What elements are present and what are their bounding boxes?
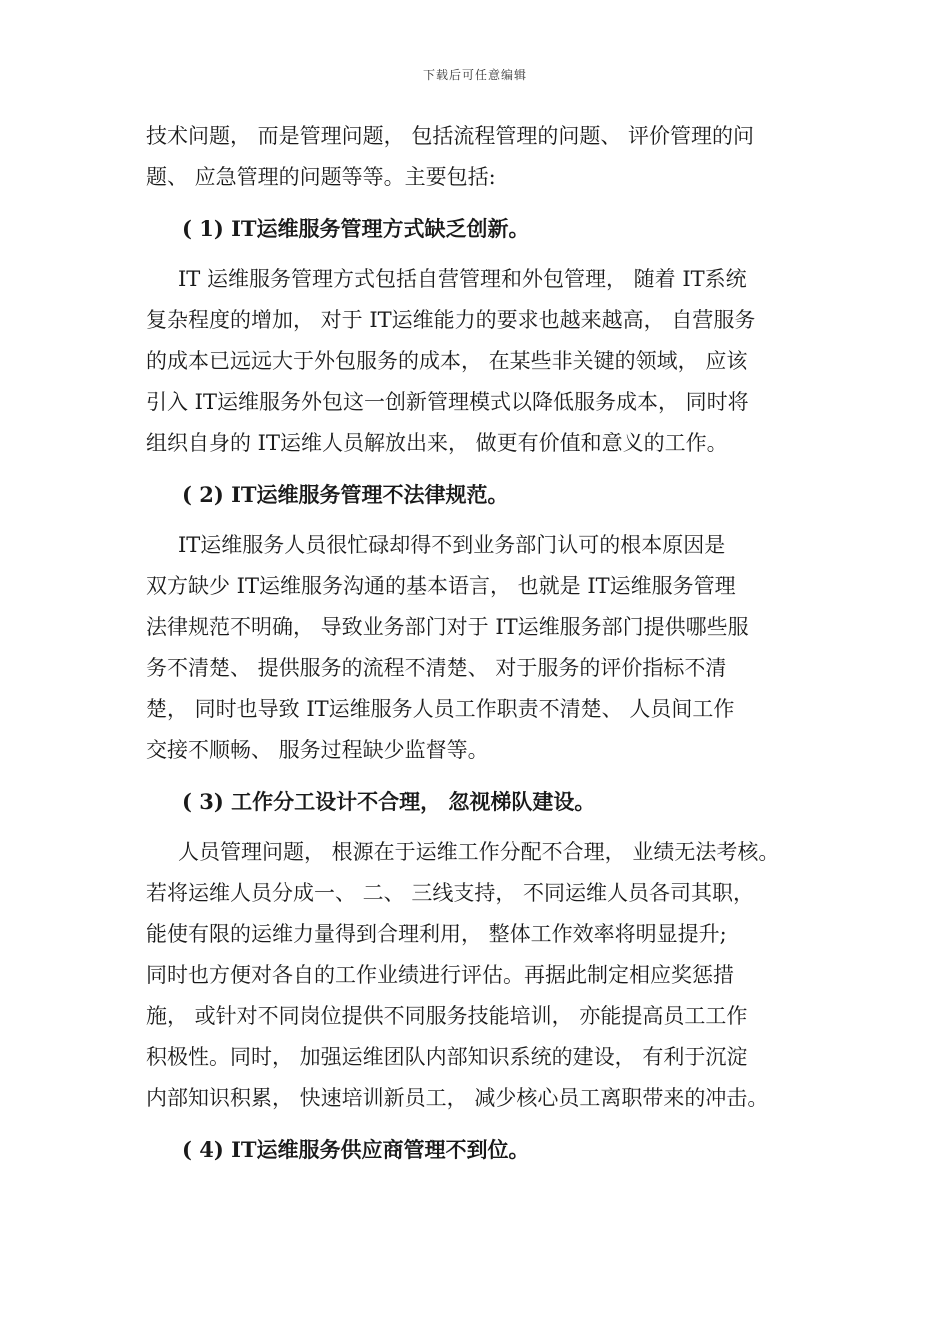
text-line: 法律规范不明确， 导致业务部门对于 IT运维服务部门提供哪些服 — [146, 615, 749, 639]
text-line: 楚， 同时也导致 IT运维服务人员工作职责不清楚、 人员间工作 — [146, 697, 735, 721]
text-line: 能使有限的运维力量得到合理利用， 整体工作效率将明显提升; — [146, 922, 727, 946]
text-line: 引入 IT运维服务外包这一创新管理模式以降低服务成本， 同时将 — [146, 390, 749, 414]
text-line: 组织自身的 IT运维人员解放出来， 做更有价值和意义的工作。 — [146, 431, 728, 455]
paragraph-1 — [146, 259, 826, 464]
page-header: 下载后可任意编辑 — [422, 68, 527, 82]
text-line: 技术问题， 而是管理问题， 包括流程管理的问题、 评价管理的问 — [146, 124, 755, 148]
text-line: IT运维服务人员很忙碌却得不到业务部门认可的根本原因是 — [178, 533, 726, 557]
document-body — [146, 116, 826, 1170]
text-line: 双方缺少 IT运维服务沟通的基本语言， 也就是 IT运维服务管理 — [146, 574, 736, 598]
paragraph-3 — [146, 832, 826, 1119]
text-line: 题、 应急管理的问题等等。主要包括: — [146, 165, 496, 189]
text-line: 务不清楚、 提供服务的流程不清楚、 对于服务的评价指标不清 — [146, 656, 727, 680]
text-line: 同时也方便对各自的工作业绩进行评估。再据此制定相应奖惩措 — [146, 963, 734, 987]
text-line: 若将运维人员分成一、 二、 三线支持， 不同运维人员各司其职， — [146, 881, 755, 905]
paragraph-2 — [146, 525, 826, 771]
text-line: IT 运维服务管理方式包括自营管理和外包管理， 随着 IT系统 — [178, 267, 747, 291]
section-heading-2: ( 2) IT运维服务管理不法律规范。 — [182, 482, 509, 507]
text-line: 人员管理问题， 根源在于运维工作分配不合理， 业绩无法考核。 — [178, 840, 780, 864]
text-line: 内部知识积累， 快速培训新员工， 减少核心员工离职带来的冲击。 — [146, 1086, 769, 1110]
text-line: 的成本已远远大于外包服务的成本， 在某些非关键的领域， 应该 — [146, 349, 748, 373]
section-heading-4: ( 4) IT运维服务供应商管理不到位。 — [182, 1137, 530, 1162]
text-line: 复杂程度的增加， 对于 IT运维能力的要求也越来越高， 自营服务 — [146, 308, 756, 332]
text-line: 施， 或针对不同岗位提供不同服务技能培训， 亦能提高员工工作 — [146, 1004, 748, 1028]
text-line: 积极性。同时， 加强运维团队内部知识系统的建设， 有利于沉淀 — [146, 1045, 748, 1069]
section-heading-1: ( 1) IT运维服务管理方式缺乏创新。 — [182, 216, 530, 241]
text-line: 交接不顺畅、 服务过程缺少监督等。 — [146, 738, 489, 762]
section-heading-3: ( 3) 工作分工设计不合理， 忽视梯队建设。 — [182, 789, 596, 814]
intro-paragraph — [146, 116, 826, 198]
